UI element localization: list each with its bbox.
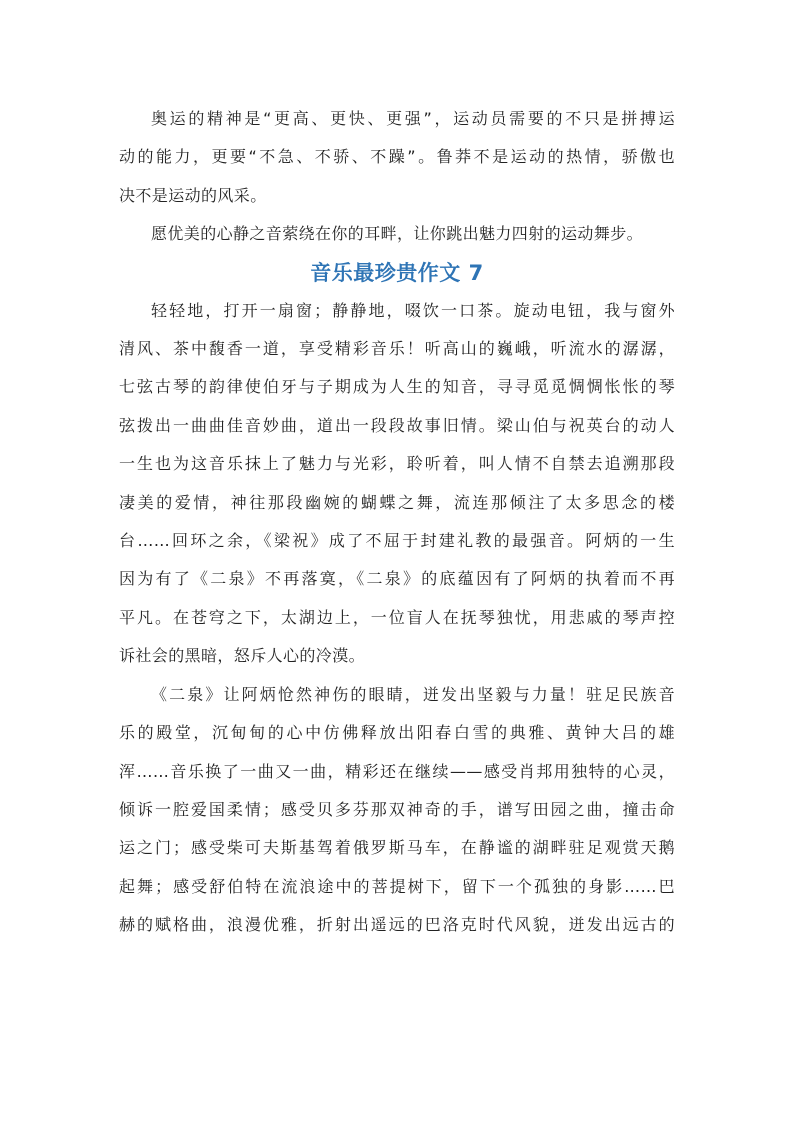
paragraph-olympic-spirit xyxy=(119,100,675,215)
paragraph-erquan xyxy=(119,676,675,945)
text-line: 台……回环之余，《梁祝》成了不屈于封建礼教的最强音。阿炳的一生 xyxy=(119,531,675,551)
text-line: 浑……音乐换了一曲又一曲，精彩还在继续——感受肖邦用独特的心灵， xyxy=(119,761,675,781)
text-line: 轻轻地，打开一扇窗；静静地，啜饮一口茶。旋动电钮，我与窗外 xyxy=(151,300,675,320)
text-line: 奥运的精神是“更高、更快、更强”，运动员需要的不只是拼搏运 xyxy=(151,109,675,128)
text-line: 愿优美的心静之音萦绕在你的耳畔，让你跳出魅力四射的运动舞步。 xyxy=(151,224,644,244)
text-line: 运之门；感受柴可夫斯基驾着俄罗斯马车，在静谧的湖畔驻足观赏天鹅 xyxy=(119,838,675,858)
text-line: 倾诉一腔爱国柔情；感受贝多芬那双神奇的手，谱写田园之曲，撞击命 xyxy=(119,799,675,819)
paragraph-music-enjoyment xyxy=(119,292,675,676)
section-heading: 音乐最珍贵作文 7 xyxy=(310,260,484,285)
text-line: 因为有了《二泉》不再落寞，《二泉》的底蕴因有了阿炳的执着而不再 xyxy=(119,569,675,589)
text-line: 弦拨出一曲曲佳音妙曲，道出一段段故事旧情。梁山伯与祝英台的动人 xyxy=(119,415,675,435)
text-line: 乐的殿堂，沉甸甸的心中仿佛释放出阳春白雪的典雅、黄钟大吕的雄 xyxy=(119,723,675,743)
text-line: 诉社会的黑暗，怒斥人心的冷漠。 xyxy=(119,646,366,666)
text-line: 起舞；感受舒伯特在流浪途中的菩提树下，留下一个孤独的身影……巴 xyxy=(119,876,675,896)
text-line: 凄美的爱情，神往那段幽婉的蝴蝶之舞，流连那倾注了太多思念的楼 xyxy=(119,492,675,512)
text-line: 一生也为这音乐抹上了魅力与光彩，聆听着，叫人情不自禁去追溯那段 xyxy=(119,454,675,474)
text-line: 七弦古琴的韵律使伯牙与子期成为人生的知音，寻寻觅觅惆惆怅怅的琴 xyxy=(119,377,675,397)
text-line: 《二泉》让阿炳怆然神伤的眼睛，迸发出坚毅与力量！驻足民族音 xyxy=(151,684,675,704)
text-line: 平凡。在苍穹之下，太湖边上，一位盲人在抚琴独忧，用悲戚的琴声控 xyxy=(119,607,675,627)
document-page xyxy=(119,100,675,945)
text-line: 赫的赋格曲，浪漫优雅，折射出遥远的巴洛克时代风貌，迸发出远古的 xyxy=(119,915,675,935)
text-line: 动的能力，更要“不急、不骄、不躁”。鲁莽不是运动的热情，骄傲也 xyxy=(119,147,675,167)
text-line: 清风、茶中馥香一道，享受精彩音乐！听高山的巍峨，听流水的潺潺， xyxy=(119,339,675,359)
text-line: 决不是运动的风采。 xyxy=(119,185,267,205)
paragraph-wish xyxy=(119,215,675,253)
